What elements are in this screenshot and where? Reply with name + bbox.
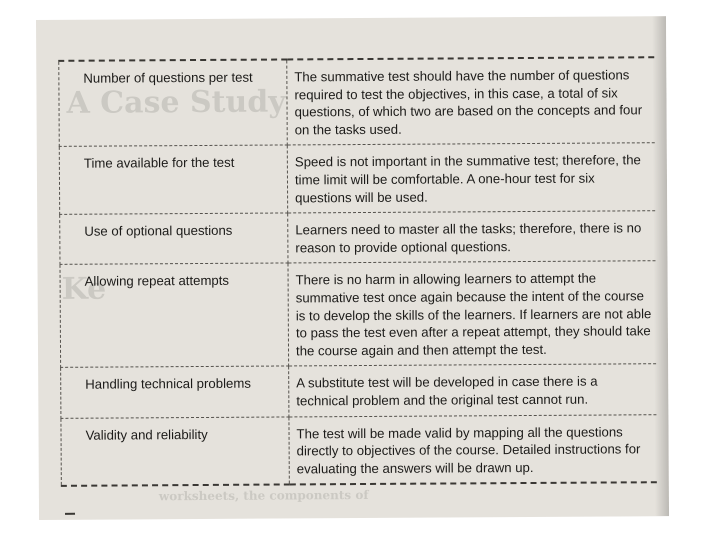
row-label: Validity and reliability <box>61 416 289 486</box>
test-specification-table <box>58 56 657 487</box>
table-row <box>61 364 657 418</box>
bleed-through-text-bottom: worksheets, the components of <box>158 487 369 504</box>
row-description: The summative test should have the number of questions required to test the objectives, in this case, a total of six questions, of which two are based on the concepts and four on the tasks used. <box>287 57 655 145</box>
page-corner-mark <box>65 513 75 515</box>
row-description: The test will be made valid by mapping all the questions directly to objectives of the course. Detailed instructions for evaluating the answers will be drawn up. <box>289 414 657 485</box>
row-description: Speed is not important in the summative test; therefore, the time limit will be comfortable. A one-hour test for six questions will be used. <box>287 143 655 213</box>
row-description: A substitute test will be developed in case there is a technical problem and the original test cannot run. <box>289 364 657 416</box>
row-label: Number of questions per test <box>59 59 288 146</box>
bleed-through-heading-top: A Case Study <box>66 84 286 121</box>
row-description: There is no harm in allowing learners to attempt the summative test once again because the intent of the course is to develop the skills of the learners. If learners are not able to pass the test even after a repeat attempt, they should take the course again and then attempt the test. <box>288 261 656 366</box>
row-description: Learners need to master all the tasks; therefore, there is no reason to provide optional questions. <box>288 211 656 263</box>
table-row <box>61 414 657 486</box>
scanned-page <box>36 16 669 520</box>
row-label: Allowing repeat attempts <box>60 263 289 367</box>
row-label: Use of optional questions <box>60 213 288 265</box>
row-label: Handling technical problems <box>61 366 289 418</box>
table-row <box>59 57 655 147</box>
bleed-through-heading-middle: Ke <box>61 271 107 307</box>
table-row <box>59 143 655 214</box>
table-row <box>60 261 656 368</box>
row-label: Time available for the test <box>59 145 287 214</box>
table-row <box>60 211 656 265</box>
